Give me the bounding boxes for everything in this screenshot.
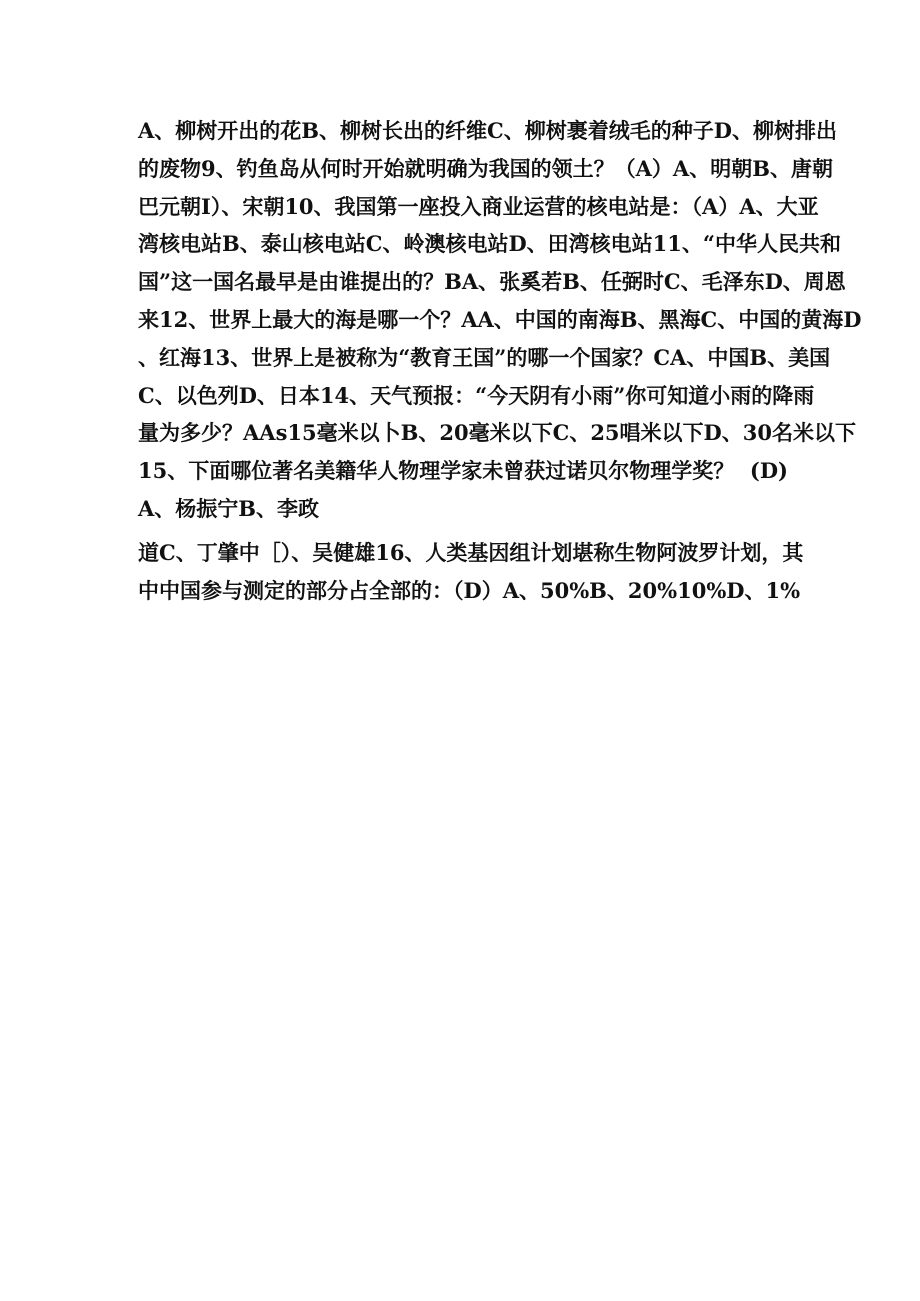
text-line-6: 来12、世界上最大的海是哪一个？AA、中国的南海B、黑海C、中国的黄海D <box>138 306 862 332</box>
question-15-answer: (D) <box>749 458 788 484</box>
question-16-line-2: 中中国参与测定的部分占全部的：（D）A、50%B、20%10%D、1% <box>138 577 801 603</box>
text-line-2: 的废物9、钓鱼岛从何时开始就明确为我国的领土？（A）A、明朝B、唐朝 <box>138 155 833 181</box>
question-15-text: 15、下面哪位著名美籍华人物理学家未曾获过诺贝尔物理学奖？ <box>138 458 735 484</box>
document-text <box>138 112 862 609</box>
text-line-8: C、以色列D、日本14、天气预报：“今天阴有小雨”你可知道小雨的降雨 <box>138 382 815 408</box>
text-line-3: 巴元朝I）、宋朝10、我国第一座投入商业运营的核电站是：（A）A、大亚 <box>138 193 819 219</box>
question-15-options-line: A、杨振宁B、李政 <box>138 495 320 521</box>
question-15-line <box>138 452 788 490</box>
question-16-line-1: 道C、丁肇中［）、吴健雄16、人类基因组计划堪称生物阿波罗计划，其 <box>138 539 804 565</box>
text-line-5: 国”这一国名最早是由谁提出的？BA、张奚若B、任弼时C、毛泽东D、周恩 <box>138 269 846 295</box>
text-line-1: A、柳树开出的花B、柳树长出的纤维C、柳树裹着绒毛的种子D、柳树排出 <box>138 118 837 143</box>
text-line-9: 量为多少？AAs15毫米以卜B、20毫米以下C、25唱米以下D、30名米以下 <box>138 420 856 446</box>
text-line-7: 、红海13、世界上是被称为“教育王国”的哪一个国家？CA、中国B、美国 <box>138 344 831 370</box>
text-line-4: 湾核电站B、泰山核电站C、岭澳核电站D、田湾核电站11、“中华人民共和 <box>138 231 841 257</box>
